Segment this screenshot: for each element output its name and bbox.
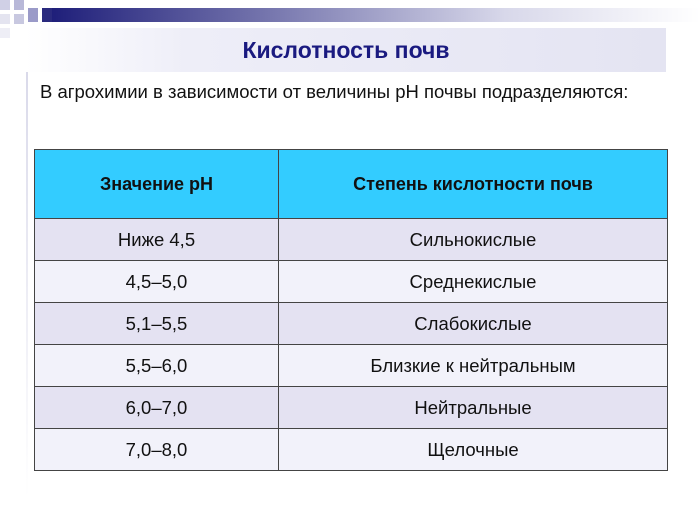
- acidity-cell: Близкие к нейтральным: [279, 345, 668, 387]
- intro-text: В агрохимии в зависимости от величины pH почвы подразделяются:: [40, 81, 629, 102]
- header-gradient-band: [52, 8, 700, 22]
- deco-square: [0, 0, 10, 10]
- deco-square: [42, 8, 52, 22]
- table-row: [35, 429, 668, 471]
- ph-value-cell: Ниже 4,5: [35, 219, 279, 261]
- ph-value-cell: 5,5–6,0: [35, 345, 279, 387]
- table-row: [35, 219, 668, 261]
- table-row: [35, 303, 668, 345]
- ph-value-cell: 5,1–5,5: [35, 303, 279, 345]
- deco-square: [0, 14, 10, 24]
- slide-title: Кислотность почв: [242, 37, 450, 63]
- table-header-row: [35, 150, 668, 219]
- acidity-cell: Среднекислые: [279, 261, 668, 303]
- ph-value-cell: 6,0–7,0: [35, 387, 279, 429]
- acidity-cell: Слабокислые: [279, 303, 668, 345]
- ph-value-cell: 7,0–8,0: [35, 429, 279, 471]
- table-row: [35, 387, 668, 429]
- header-acidity-degree: Степень кислотности почв: [279, 150, 668, 219]
- table-row: [35, 345, 668, 387]
- deco-square: [28, 8, 38, 22]
- ph-value-cell: 4,5–5,0: [35, 261, 279, 303]
- table-row: [35, 261, 668, 303]
- acidity-cell: Нейтральные: [279, 387, 668, 429]
- deco-square: [14, 14, 24, 24]
- deco-square: [0, 28, 10, 38]
- soil-acidity-table: [34, 149, 668, 471]
- header-ph-value: Значение pH: [35, 150, 279, 219]
- acidity-cell: Сильнокислые: [279, 219, 668, 261]
- acidity-cell: Щелочные: [279, 429, 668, 471]
- deco-square: [14, 0, 24, 10]
- left-decorative-strip: [26, 28, 28, 498]
